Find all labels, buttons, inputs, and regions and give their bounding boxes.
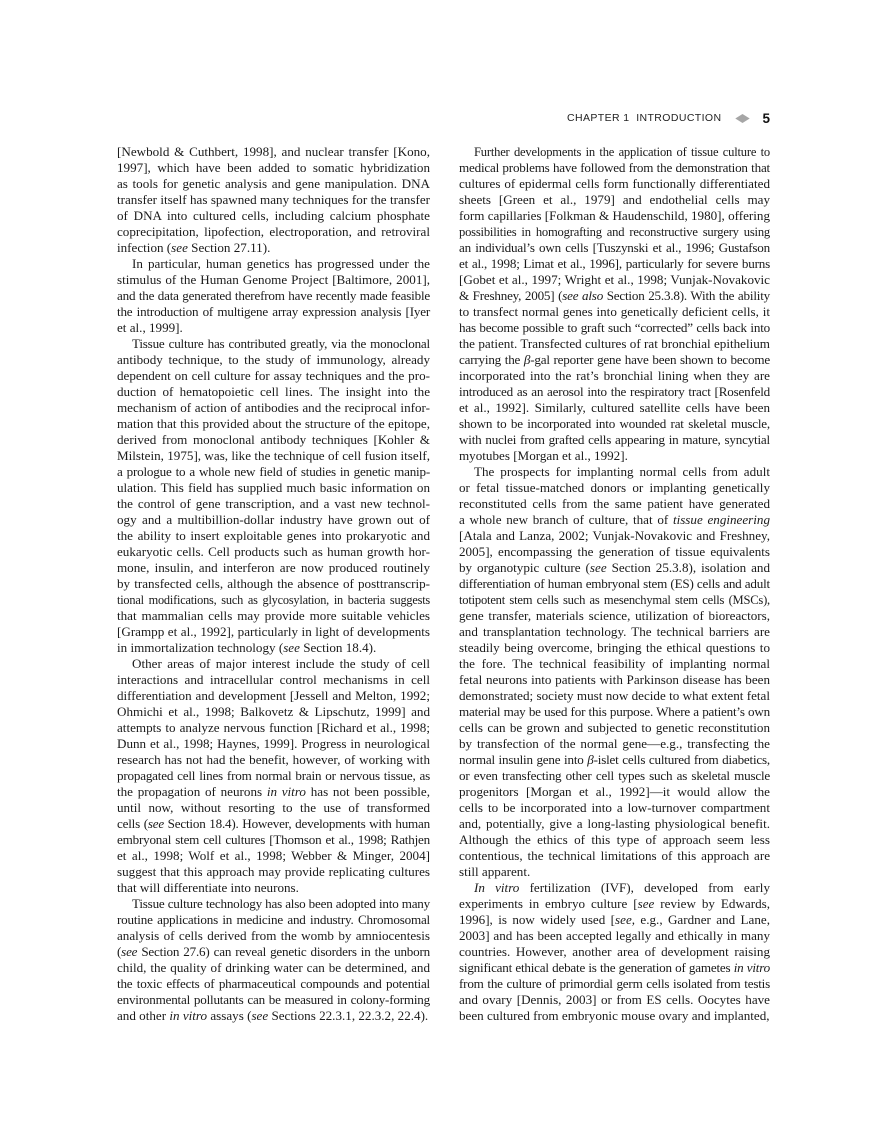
- text-line: derived from monoclonal antibody techniques [Kohler &: [117, 432, 430, 447]
- text-line: carrying the β-gal reporter gene have been shown to become: [459, 352, 770, 367]
- text-line: 2003] and has been accepted legally and ethically in many: [459, 928, 770, 943]
- text-line: experiments in embryo culture [see review by Edwards,: [459, 896, 770, 911]
- text-line: reconstituted cells from the same patient have generated: [459, 496, 770, 511]
- text-line: shown to be incorporated into wounded rat skeletal muscle,: [459, 416, 770, 431]
- text-line: has become possible to graft such “corrected” cells back into: [459, 320, 770, 335]
- text-line: research has not had the benefit, however, of working with: [117, 752, 430, 767]
- text-line: a prologue to a whole new field of studies in genetic manip-: [117, 464, 430, 479]
- text-line: to transfect normal genes into genetically deficient cells, it: [459, 304, 770, 319]
- text-line: by transfected cells, although the absence of posttranscrip-: [117, 576, 430, 591]
- text-line: cells can be grown and subjected to genetic reconstitution: [459, 720, 770, 735]
- text-line: and the data generated therefrom have recently made feasible: [117, 288, 430, 303]
- text-line: progenitors [Morgan et al., 1992]—it would allow the: [459, 784, 770, 799]
- text-line: Further developments in the application of tissue culture to: [474, 145, 770, 159]
- text-line: et al., 1998; Limat et al., 1996], particularly for severe burns: [459, 256, 770, 271]
- text-line: 1996], is now widely used [see, e.g., Gardner and Lane,: [459, 912, 770, 927]
- text-line: and other in vitro assays (see Sections 22.3.1, 22.3.2, 22.4).: [117, 1008, 429, 1023]
- text-line: eukaryotic cells. Cell products such as human growth hor-: [117, 544, 430, 559]
- text-line: or even transfecting other cell types such as skeletal muscle: [459, 768, 770, 783]
- text-line: possibilities in homografting and reconstructive surgery using: [459, 225, 770, 239]
- text-line: in immortalization technology (see Section 18.4).: [117, 640, 377, 655]
- right-text-column: [459, 144, 770, 1024]
- text-line: infection (see Section 27.11).: [117, 240, 271, 255]
- text-line: & Freshney, 2005] (see also Section 25.3.8). With the ability: [459, 288, 770, 303]
- diamond-icon: [735, 114, 750, 123]
- text-line: routine applications in medicine and industry. Chromosomal: [117, 912, 430, 927]
- text-line: a whole new branch of culture, that of tissue engineering: [459, 512, 771, 527]
- running-head: [540, 108, 770, 128]
- text-line: attempts to analyze nervous function [Richard et al., 1998;: [117, 720, 430, 735]
- text-line: of DNA into cultured cells, including calcium phosphate: [117, 208, 430, 223]
- text-line: by transfection of the normal gene—e.g., transfecting the: [459, 736, 770, 751]
- text-line: the toxic effects of pharmaceutical compounds and potential: [117, 976, 430, 991]
- text-line: antibody technique, to the study of immunology, already: [117, 352, 430, 367]
- text-line: steadily being overcome, bringing the ethical questions to: [459, 640, 770, 655]
- text-line: countries. However, another area of development raising: [459, 944, 770, 959]
- text-line: significant ethical debate is the generation of gametes in vitro: [459, 960, 770, 975]
- text-line: cultures of epidermal cells form functionally differentiated: [459, 176, 770, 191]
- text-line: material may be used for this purpose. Where a patient’s own: [459, 704, 770, 719]
- text-line: embryonal stem cell cultures [Thomson et al., 1998; Rathjen: [117, 832, 430, 847]
- text-line: and transplantation technology. The technical barriers are: [459, 624, 770, 639]
- text-line: suggest that this approach may provide replicating cultures: [117, 864, 430, 879]
- text-line: until now, without resorting to the use of transformed: [117, 800, 430, 815]
- text-line: Milstein, 1975], was, like the technique of cell fusion itself,: [117, 448, 430, 463]
- text-line: ogy and a multibillion-dollar industry have grown out of: [117, 512, 430, 527]
- text-line: an individual’s own cells [Tuszynski et al., 1996; Gustafson: [459, 240, 770, 255]
- text-line: the control of gene transcription, and a vast new technol-: [117, 496, 430, 511]
- text-line: [Grampp et al., 1992], particularly in light of developments: [117, 624, 430, 639]
- text-line: introduced as an aerosol into the respiratory tract [Rosenfeld: [459, 384, 770, 399]
- chapter-number: CHAPTER 1: [567, 112, 630, 124]
- text-line: Dunn et al., 1998; Haynes, 1999]. Progress in neurological: [117, 736, 430, 751]
- text-line: dependent on cell culture for assay techniques and the pro-: [117, 368, 430, 383]
- text-line: mone, insulin, and interferon are now produced routinely: [117, 560, 430, 575]
- text-line: still apparent.: [459, 864, 531, 879]
- paragraph: [117, 336, 430, 656]
- text-line: 1997], which have been added to somatic hybridization: [117, 160, 430, 175]
- text-line: the propagation of neurons in vitro has not been possible,: [117, 784, 430, 799]
- text-line: that mammalian cells may provide more suitable vehicles: [117, 608, 430, 623]
- text-line: from the culture of primordial germ cells isolated from testis: [459, 976, 770, 991]
- text-line: duction of hematopoietic cell lines. The insight into the: [117, 384, 430, 399]
- text-line: form capillaries [Folkman & Haudenschild, 1980], offering: [459, 208, 771, 223]
- text-line: et al., 1992]. Similarly, cultured satellite cells have been: [459, 400, 770, 415]
- text-line: cells (see Section 18.4). However, developments with human: [117, 816, 430, 831]
- text-line: the patient. Transfected cultures of rat bronchial epithelium: [459, 336, 770, 351]
- text-line: medical problems have followed from the demonstration that: [459, 160, 770, 175]
- text-line: sheets [Green et al., 1979] and endothelial cells may: [459, 192, 770, 207]
- chapter-label: [567, 112, 721, 124]
- text-line: [Atala and Lanza, 2002; Vunjak-Novakovic and Freshney,: [459, 528, 770, 543]
- text-line: gene transfer, materials science, utilization of bioreactors,: [459, 608, 770, 623]
- text-line: et al., 1998; Wolf et al., 1998; Webber & Minger, 2004]: [117, 848, 430, 863]
- paragraph: [459, 144, 770, 464]
- text-line: interactions and intracellular control mechanisms in cell: [117, 672, 430, 687]
- text-line: normal insulin gene into β-islet cells cultured from diabetics,: [459, 752, 770, 767]
- paragraph: [459, 464, 770, 880]
- text-line: propagated cell lines from normal brain or nervous tissue, as: [117, 768, 430, 783]
- text-line: mation that this provided about the structure of the epitope,: [117, 416, 430, 431]
- paragraph: [117, 256, 430, 336]
- chapter-title: INTRODUCTION: [636, 112, 722, 124]
- left-text-column: [117, 144, 430, 1024]
- text-line: [Gobet et al., 1997; Wright et al., 1998; Vunjak-Novakovic: [459, 272, 770, 287]
- text-line: stimulus of the Human Genome Project [Baltimore, 2001],: [117, 272, 430, 287]
- text-line: In vitro fertilization (IVF), developed from early: [474, 880, 770, 895]
- text-line: 2005], encompassing the generation of tissue equivalents: [459, 544, 770, 559]
- text-line: environmental pollutants can be measured in colony-forming: [117, 992, 430, 1007]
- paragraph: [117, 896, 430, 1024]
- text-line: Tissue culture has contributed greatly, via the monoclonal: [132, 336, 430, 351]
- text-line: contentious, the technical limitations of this approach are: [459, 848, 770, 863]
- text-line: Tissue culture technology has also been adopted into many: [132, 896, 430, 911]
- text-line: the fore. The technical feasibility of implanting normal: [459, 656, 770, 671]
- text-line: incorporated into the rat’s bronchial lining when they are: [459, 368, 770, 383]
- text-line: (see Section 27.6) can reveal genetic disorders in the unborn: [117, 944, 430, 959]
- text-line: been cultured from embryonic mouse ovary and implanted,: [459, 1008, 770, 1023]
- paragraph: [459, 880, 770, 1024]
- text-line: Other areas of major interest include the study of cell: [132, 656, 430, 671]
- text-line: with nuclei from grafted cells appearing in mature, syncytial: [459, 432, 770, 447]
- text-line: [Newbold & Cuthbert, 1998], and nuclear transfer [Kono,: [117, 144, 430, 159]
- text-line: that will differentiate into neurons.: [117, 880, 299, 895]
- text-line: myotubes [Morgan et al., 1992].: [459, 448, 628, 463]
- text-line: fetal neurons into patients with Parkinson disease has been: [459, 672, 770, 687]
- text-line: Although the ethics of this type of approach seem less: [459, 832, 770, 847]
- page-number: 5: [762, 110, 770, 126]
- text-line: the ability to insert exploitable genes into prokaryotic and: [117, 528, 430, 543]
- text-line: The prospects for implanting normal cells from adult: [474, 464, 770, 479]
- text-line: Ohmichi et al., 1998; Balkovetz & Lipschutz, 1999] and: [117, 704, 430, 719]
- text-line: totipotent stem cells such as mesenchymal stem cells (MSCs),: [459, 593, 770, 607]
- text-line: by organotypic culture (see Section 25.3.8), isolation and: [459, 560, 770, 575]
- text-line: analysis of cells derived from the womb by amniocentesis: [117, 928, 430, 943]
- text-line: In particular, human genetics has progressed under the: [132, 256, 430, 271]
- text-line: tional modifications, such as glycosylation, in bacteria suggests: [117, 593, 430, 607]
- text-line: differentiation and development [Jessell and Melton, 1992;: [117, 688, 430, 703]
- text-line: coprecipitation, lipofection, electroporation, and retroviral: [117, 224, 430, 239]
- text-line: child, the quality of drinking water can be determined, and: [117, 960, 430, 975]
- text-line: differentiation of human embryonal stem (ES) cells and adult: [459, 576, 770, 591]
- text-line: and, potentially, give a long-lasting physiological benefit.: [459, 816, 770, 831]
- text-line: as tools for genetic analysis and gene manipulation. DNA: [117, 176, 430, 191]
- text-line: transfer itself has spawned many techniques for the transfer: [117, 192, 430, 207]
- text-line: or fetal tissue-matched donors or implanting genetically: [459, 480, 770, 495]
- paragraph: [117, 144, 430, 256]
- text-line: cells to be incorporated into a low-turnover compartment: [459, 800, 770, 815]
- paragraph: [117, 656, 430, 896]
- text-line: ulation. This field has supplied much basic information on: [117, 480, 430, 495]
- text-line: et al., 1999].: [117, 320, 183, 335]
- text-line: mechanism of action of antibodies and the reciprocal infor-: [117, 400, 430, 415]
- text-line: demonstrated; society must now decide to what extent fetal: [459, 688, 770, 703]
- text-line: the introduction of multigene array expression analysis [Iyer: [117, 304, 430, 319]
- text-line: and ovary [Dennis, 2003] or from ES cells. Oocytes have: [459, 992, 770, 1007]
